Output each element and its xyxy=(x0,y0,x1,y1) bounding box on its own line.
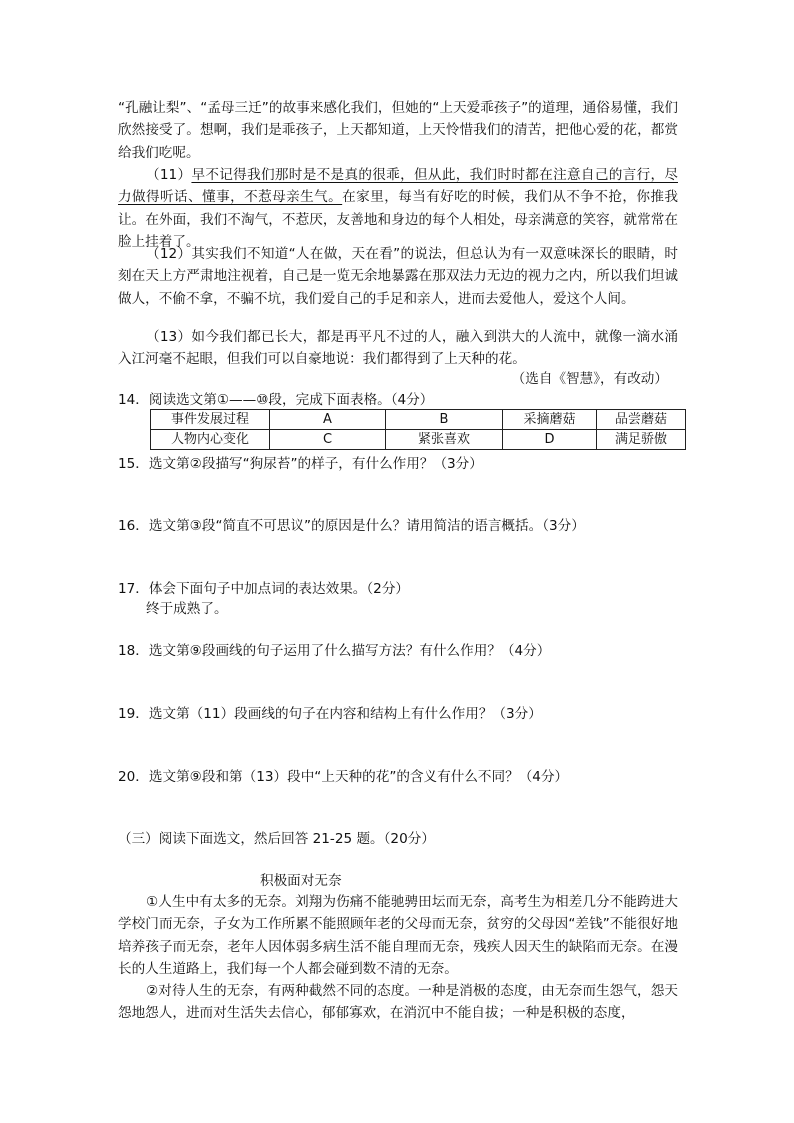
story-paragraph-cont: “孔融让梨”、“孟母三迁”的故事来感化我们，但她的“上天爱乖孩子”的道理，通俗易懂，我们欣然接受了。想啊，我们是乖孩子，上天都知道，上天怜惜我们的清苦，把他心爱的花，都赏给我们吃呢。 xyxy=(118,100,678,161)
article-title: 积极面对无奈 xyxy=(260,873,342,889)
question-15: 15．选文第②段描写“狗尿苔”的样子，有什么作用？（3分） xyxy=(118,456,483,472)
story-paragraph-12: （12）其实我们不知道“人在做，天在看”的说法，但总认为有一双意味深长的眼睛，时刻在天上方严肃地注视着，自己是一览无余地暴露在那双法力无边的视力之内，所以我们坦诚做人，不偷不拿，不骗不坑，我们爱自己的手足和亲人，进而去爱他人，爱这个人间。 xyxy=(118,246,678,307)
question-18: 18．选文第⑨段画线的句子运用了什么描写方法？有什么作用？（4分） xyxy=(118,643,551,659)
table-cell: B xyxy=(386,410,503,430)
table-cell: D xyxy=(503,430,597,450)
story-paragraph-11 xyxy=(118,164,678,254)
question-20: 20．选文第⑨段和第（13）段中“上天种的花”的含义有什么不同？（4分） xyxy=(118,769,569,785)
table-cell: C xyxy=(270,430,386,450)
table-cell: 满足骄傲 xyxy=(597,430,686,450)
answer-table xyxy=(150,409,686,450)
paragraph-number: （11） xyxy=(146,167,192,183)
underlined-sentence: 早不记得我们那时是不是真的很乖，但从此，我们时时都在注意自己的言行，尽力做得听话、懂事，不惹母亲生气。 xyxy=(118,167,678,206)
question-14: 14．阅读选文第①——⑩段，完成下面表格。（4分） xyxy=(118,392,434,408)
question-19: 19．选文第（11）段画线的句子在内容和结构上有什么作用？（3分） xyxy=(118,706,542,722)
article-paragraph-1: ①人生中有太多的无奈。刘翔为伤痛不能驰骋田坛而无奈，高考生为相差几分不能跨进大学校门而无奈，子女为工作所累不能照顾年老的父母而无奈，贫穷的父母因“差钱”不能很好地培养孩子而无奈，老年人因体弱多病生活不能自理而无奈，残疾人因天生的缺陷而无奈。在漫长的人生道路上，我们每一个人都会碰到数不清的无奈。 xyxy=(118,894,678,978)
question-17: 17．体会下面句子中加点词的表达效果。（2分） xyxy=(118,581,410,597)
question-16: 16．选文第③段“简直不可思议”的原因是什么？请用简洁的语言概括。（3分） xyxy=(118,518,585,534)
table-cell: 事件发展过程 xyxy=(151,410,270,430)
source-note: （选自《智慧》，有改动） xyxy=(511,371,668,387)
table-cell: 品尝蘑菇 xyxy=(597,410,686,430)
table-row xyxy=(151,430,686,450)
section-3-heading: （三）阅读下面选文，然后回答 21-25 题。（20分） xyxy=(118,831,435,847)
question-17-sentence: 终于成熟了。 xyxy=(146,601,228,617)
table-cell: 人物内心变化 xyxy=(151,430,270,450)
table-cell: A xyxy=(270,410,386,430)
story-paragraph-13: （13）如今我们都已长大，都是再平凡不过的人，融入到洪大的人流中，就像一滴水涌入江河毫不起眼，但我们可以自豪地说：我们都得到了上天种的花。 xyxy=(118,329,678,368)
table-cell: 紧张喜欢 xyxy=(386,430,503,450)
paragraph-rest: 在家里，每当有好吃的时候，我们从不争不抢，你推我让。在外面，我们不淘气，不惹厌，友善地和身边的每个人相处，母亲满意的笑容，就常常在脸上挂着了。 xyxy=(118,189,679,251)
article-paragraph-2: ②对待人生的无奈，有两种截然不同的态度。一种是消极的态度，由无奈而生怨气，怨天怨地怨人，进而对生活失去信心，郁郁寡欢，在消沉中不能自拔；一种是积极的态度， xyxy=(118,983,678,1022)
table-cell: 采摘蘑菇 xyxy=(503,410,597,430)
table-row xyxy=(151,410,686,430)
